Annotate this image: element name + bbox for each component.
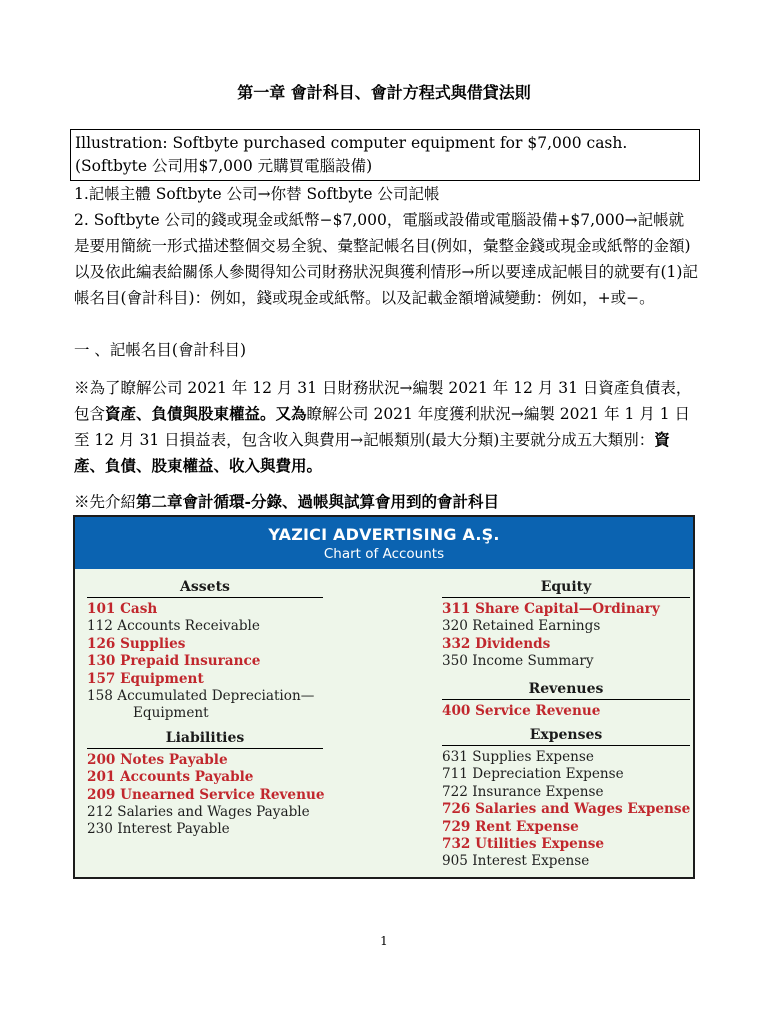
account-item: 905 Interest Expense (442, 853, 590, 870)
account-item: 400 Service Revenue (442, 702, 601, 719)
account-item: 130 Prepaid Insurance (87, 653, 261, 670)
illustration-box: Illustration: Softbyte purchased computer equipment for $7,000 cash. (Softbyte 公司用$7,000 元購買電腦設備) (70, 129, 700, 181)
account-item: 200 Notes Payable (87, 751, 228, 768)
text-span: 瞭解公司 2021 年度獲利狀況→編製 2021 年 1 月 1 日至 12 月 31 日損益表，包含收入與費用→記帳類別(最大分類)主要就分成五大類別： (74, 405, 691, 449)
account-item: 157 Equipment (87, 670, 204, 687)
account-item: 126 Supplies (87, 635, 186, 652)
classification-paragraph (74, 375, 698, 479)
account-item: 320 Retained Earnings (442, 618, 601, 635)
expenses-heading: Expenses (442, 727, 690, 746)
account-item: 732 Utilities Expense (442, 836, 605, 853)
account-item: 209 Unearned Service Revenue (87, 786, 325, 803)
account-item: 631 Supplies Expense (442, 749, 594, 766)
bold-span: 資產、負債與股東權益。又為 (105, 404, 307, 423)
bold-span: 第二章會計循環-分錄、過帳與試算會用到的會計科目 (136, 492, 499, 511)
left-column (87, 579, 323, 839)
account-item: 112 Accounts Receivable (87, 618, 260, 635)
text-span: ※先介紹 (74, 493, 137, 511)
account-item: 101 Cash (87, 601, 158, 617)
point-1: 1.記帳主體 Softbyte 公司→你替 Softbyte 公司記帳 (74, 185, 440, 203)
text-span: ※為了瞭解公司 2021 年 12 月 31 日財務狀況→編製 2021 年 12 月 31 日資產負債表，包含 (74, 379, 692, 423)
chart-header (75, 517, 693, 569)
section-heading: 一 、記帳名目(會計科目) (74, 341, 247, 359)
point-2: 2. Softbyte 公司的錢或現金或紙幣−$7,000，電腦或設備或電腦設備+$7,000→記帳就是要用簡統一形式描述整個交易全貌、彙整記帳名目(例如，彙整金錢或現金或紙幣的金額)以及依此編表給關係人參閱得知公司財務狀況與獲利情形→所以要達成記帳目的就要有(1)記帳名目(會計科目)：例如，錢或現金或紙幣。以及記載金額增減變動：例如，+或−。 (74, 211, 698, 307)
company-name: YAZICI ADVERTISING A.Ş. (268, 525, 500, 544)
assets-heading: Assets (87, 579, 323, 598)
page-title: 第一章 會計科目、會計方程式與借貸法則 (237, 83, 531, 102)
chart-subtitle: Chart of Accounts (323, 546, 445, 562)
account-item: 201 Accounts Payable (87, 769, 254, 786)
right-column (442, 579, 690, 871)
revenues-heading: Revenues (442, 681, 690, 700)
account-item: 729 Rent Expense (442, 818, 579, 835)
account-item: 711 Depreciation Expense (442, 766, 624, 783)
chart-of-accounts (73, 515, 695, 879)
account-item: 212 Salaries and Wages Payable (87, 804, 310, 821)
page-number: 1 (380, 934, 388, 948)
account-item: 722 Insurance Expense (442, 783, 604, 800)
equity-heading: Equity (442, 579, 690, 598)
intro-paragraph (74, 489, 698, 515)
bold-span: 資產、負債、股東權益、收入與費用。 (74, 430, 670, 475)
account-item: 311 Share Capital—Ordinary (442, 601, 660, 617)
liabilities-heading: Liabilities (87, 730, 323, 749)
account-item: 726 Salaries and Wages Expense (442, 801, 691, 818)
account-item: 230 Interest Payable (87, 821, 230, 838)
account-item: 158 Accumulated Depreciation— (87, 688, 315, 705)
account-item: Equipment (133, 705, 209, 722)
account-item: 350 Income Summary (442, 653, 594, 670)
account-item: 332 Dividends (442, 635, 551, 652)
